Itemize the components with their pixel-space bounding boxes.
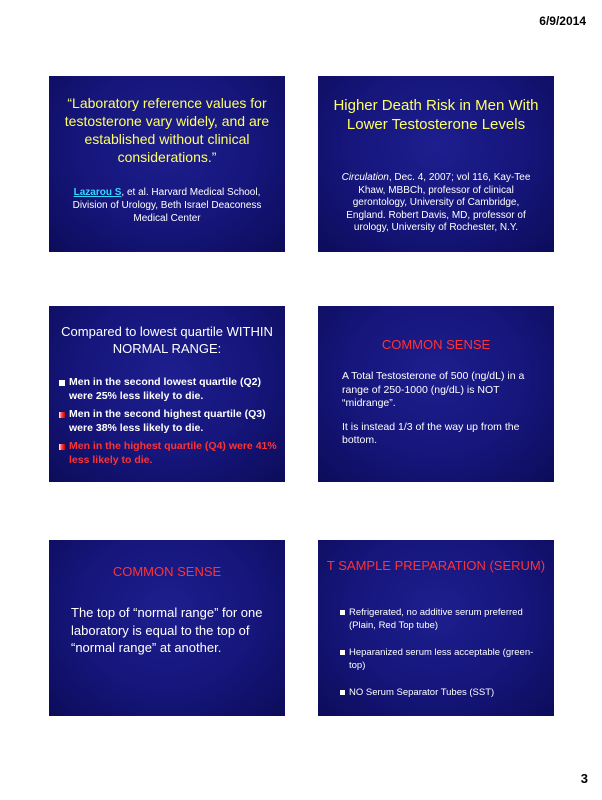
preparation-list (340, 606, 546, 713)
paragraph: A Total Testosterone of 500 (ng/dL) in a range of 250-1000 (ng/dL) is NOT “midrange”. (342, 370, 525, 409)
slide-sample-preparation (318, 540, 554, 716)
list-item-text: Men in the second highest quartile (Q3) were 38% less likely to die. (69, 408, 266, 434)
square-bullet-icon (59, 380, 65, 386)
paragraph: It is instead 1/3 of the way up from the bottom. (342, 420, 520, 446)
slide-death-risk (318, 76, 554, 252)
source-details: , Dec. 4, 2007; vol 116, Kay-Tee Khaw, MBBCh, professor of clinical gerontology, University of Cambridge, England. Robert Davis, MD, professor of urology, University of Rochester, N.Y. (346, 172, 531, 233)
page-date: 6/9/2014 (539, 14, 586, 28)
quartile-list (59, 376, 277, 472)
slide-title: T SAMPLE PREPARATION (SERUM) (326, 558, 546, 573)
slide-title: COMMON SENSE (381, 337, 491, 352)
slide-title: Higher Death Risk in Men With Lower Testosterone Levels (333, 97, 539, 133)
author-link[interactable]: Lazarou S (73, 187, 122, 198)
list-item-text: Refrigerated, no additive serum preferred (Plain, Red Top tube) (349, 607, 523, 631)
journal-name: Circulation (341, 172, 389, 183)
slide-body: The top of “normal range” for one laboratory is equal to the top of “normal range” at another. (71, 605, 263, 655)
slide-quote: “Laboratory reference values for testosterone vary widely, and are established without clinical considerations.” (64, 95, 270, 165)
list-item-text: NO Serum Separator Tubes (SST) (349, 687, 495, 698)
square-bullet-icon (340, 690, 345, 695)
slide-body (342, 370, 542, 458)
slide-lab-reference-quote (49, 76, 285, 252)
list-item (59, 376, 277, 403)
list-item (340, 686, 546, 699)
list-item-text: Heparanized serum less acceptable (green-top) (349, 647, 534, 671)
list-item-text: Men in the highest quartile (Q4) were 41% less likely to die. (69, 440, 277, 466)
slide-quartile-comparison (49, 306, 285, 482)
list-item-text: Men in the second lowest quartile (Q2) were 25% less likely to die. (69, 376, 261, 402)
square-bullet-icon (59, 412, 65, 418)
slide-source (332, 172, 540, 235)
page-number: 3 (580, 771, 588, 786)
slide-title: COMMON SENSE (112, 564, 222, 579)
list-item (340, 646, 546, 672)
slide-common-sense-midrange (318, 306, 554, 482)
list-item (59, 440, 277, 467)
slide-title: Compared to lowest quartile WITHIN NORMAL RANGE: (61, 324, 273, 356)
list-item (340, 606, 546, 632)
square-bullet-icon (340, 650, 345, 655)
citation-text: , et al. Harvard Medical School, Division of Urology, Beth Israel Deaconess Medical Center (72, 187, 262, 224)
slide-common-sense-normal-range (49, 540, 285, 716)
slide-citation (63, 186, 271, 225)
list-item (59, 408, 277, 435)
square-bullet-icon (340, 610, 345, 615)
square-bullet-icon (59, 444, 65, 450)
